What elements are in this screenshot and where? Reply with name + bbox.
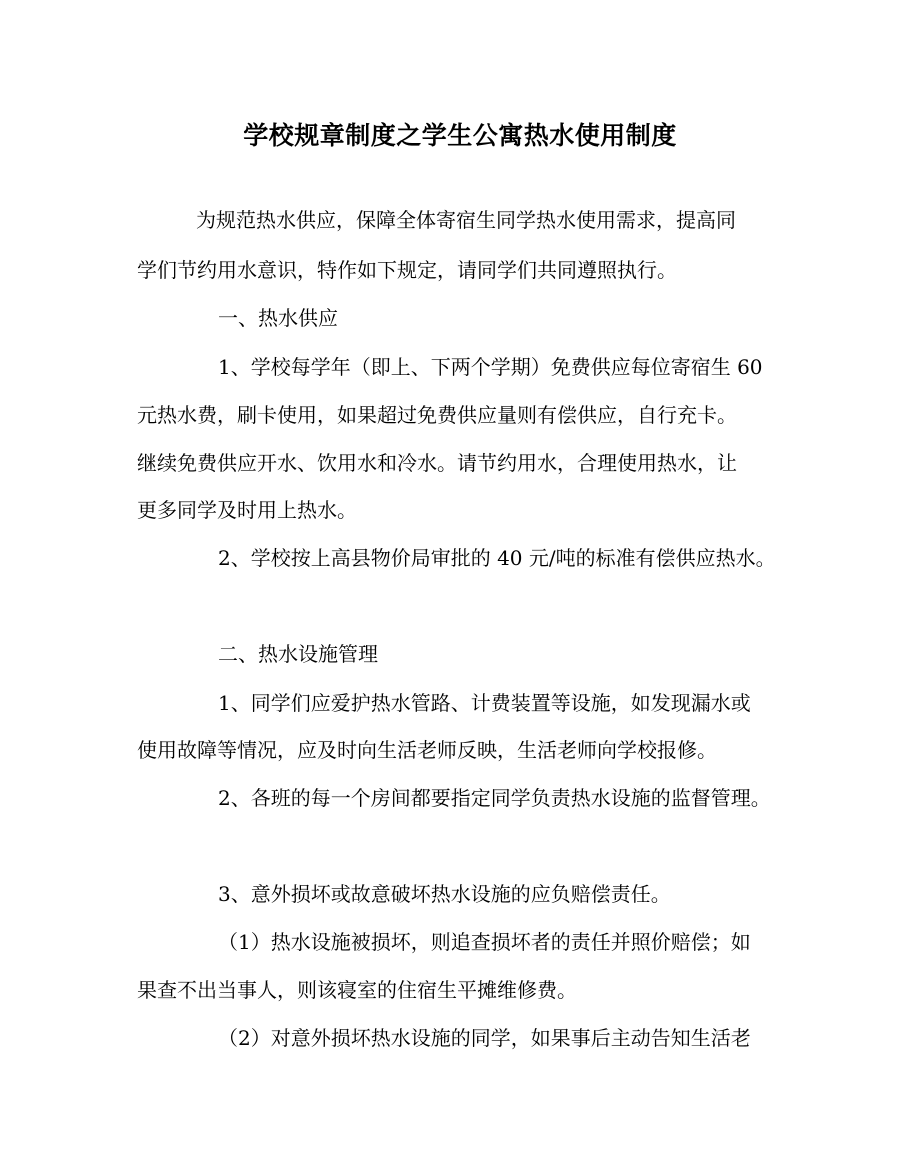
supply-item-1-line-1: 1、学校每学年（即上、下两个学期）免费供应每位寄宿生 60 <box>218 355 763 379</box>
management-item-3: 3、意外损坏或故意破坏热水设施的应负赔偿责任。 <box>218 882 671 906</box>
supply-item-1-line-3: 继续免费供应开水、饮用水和冷水。请节约用水，合理使用热水，让 <box>137 451 737 475</box>
supply-item-2: 2、学校按上高县物价局审批的 40 元/吨的标准有偿供应热水。 <box>218 546 776 570</box>
intro-line-1: 为规范热水供应，保障全体寄宿生同学热水使用需求，提高同 <box>196 208 736 232</box>
sub-item-1-line-2: 果查不出当事人，则该寝室的住宿生平摊维修费。 <box>137 978 577 1002</box>
intro-line-2: 学们节约用水意识，特作如下规定，请同学们共同遵照执行。 <box>137 258 677 282</box>
management-item-1-line-1: 1、同学们应爱护热水管路、计费装置等设施，如发现漏水或 <box>218 691 751 715</box>
sub-item-2-line-1: （2）对意外损坏热水设施的同学，如果事后主动告知生活老 <box>218 1026 751 1050</box>
section-heading-facility-management: 二、热水设施管理 <box>218 642 378 666</box>
section-heading-hot-water-supply: 一、热水供应 <box>218 306 338 330</box>
management-item-2: 2、各班的每一个房间都要指定同学负责热水设施的监督管理。 <box>218 786 771 810</box>
supply-item-1-line-2: 元热水费，刷卡使用，如果超过免费供应量则有偿供应，自行充卡。 <box>137 403 737 427</box>
management-item-1-line-2: 使用故障等情况，应及时向生活老师反映，生活老师向学校报修。 <box>137 738 717 762</box>
document-title: 学校规章制度之学生公寓热水使用制度 <box>243 121 677 150</box>
supply-item-1-line-4: 更多同学及时用上热水。 <box>137 498 357 522</box>
sub-item-1-line-1: （1）热水设施被损坏，则追查损坏者的责任并照价赔偿；如 <box>218 930 751 954</box>
